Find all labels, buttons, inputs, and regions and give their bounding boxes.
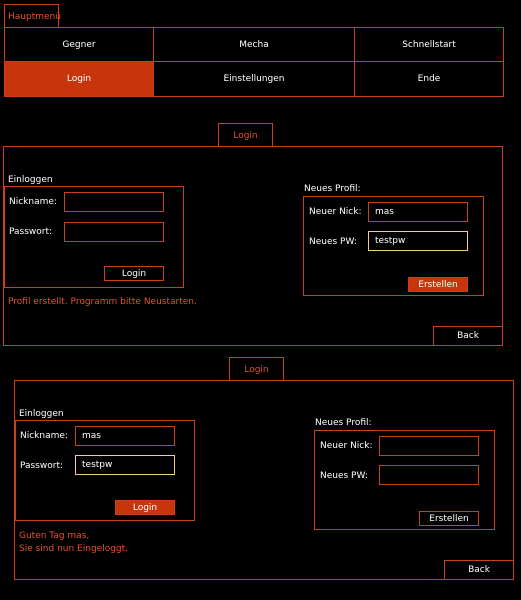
login-panel [14,380,514,580]
status-message-line: Guten Tag mas, [19,531,90,541]
main-menu-tab[interactable]: Hauptmenü [4,4,59,28]
login-tab[interactable]: Login [218,123,273,147]
login-box-title: Einloggen [19,409,64,419]
new-nick-field[interactable] [379,436,479,456]
password-label: Passwort: [20,461,64,471]
nickname-field[interactable] [64,192,164,212]
password-field[interactable]: testpw [75,455,175,475]
password-label: Passwort: [9,227,53,237]
nickname-field[interactable]: mas [75,426,175,446]
login-panel [3,146,503,346]
profile-box [303,196,484,296]
create-profile-button[interactable]: Erstellen [408,277,468,292]
new-nick-field[interactable]: mas [368,202,468,222]
back-button[interactable]: Back [433,326,503,346]
new-pw-label: Neues PW: [309,237,357,247]
new-pw-field[interactable] [379,465,479,485]
login-box [4,186,184,288]
status-message: Profil erstellt. Programm bitte Neustarten. [8,297,197,307]
login-box-title: Einloggen [8,175,53,185]
menu-item-login[interactable]: Login [5,62,154,96]
new-pw-field[interactable]: testpw [368,231,468,251]
nickname-label: Nickname: [9,197,57,207]
menu-item-gegner[interactable]: Gegner [5,28,154,62]
menu-item-ende[interactable]: Ende [417,74,441,84]
new-nick-label: Neuer Nick: [309,207,362,217]
create-profile-button[interactable]: Erstellen [419,511,479,526]
back-button[interactable]: Back [444,560,514,580]
login-tab[interactable]: Login [229,357,284,381]
nickname-label: Nickname: [20,431,68,441]
password-field[interactable] [64,222,164,242]
profile-box [314,430,495,530]
main-menu-grid [4,27,504,97]
status-message-line: Sie sind nun Eingeloggt. [19,544,129,554]
menu-item-einstellungen[interactable]: Einstellungen [154,62,355,96]
new-nick-label: Neuer Nick: [320,441,373,451]
menu-item-mecha[interactable]: Mecha [154,28,355,62]
login-button[interactable]: Login [115,500,175,515]
profile-box-title: Neues Profil: [304,184,361,194]
status-message [19,530,128,556]
login-box [15,420,195,521]
profile-box-title: Neues Profil: [315,418,372,428]
menu-item-schnellstart[interactable]: Schnellstart [355,28,503,62]
new-pw-label: Neues PW: [320,471,368,481]
login-button[interactable]: Login [104,266,164,281]
